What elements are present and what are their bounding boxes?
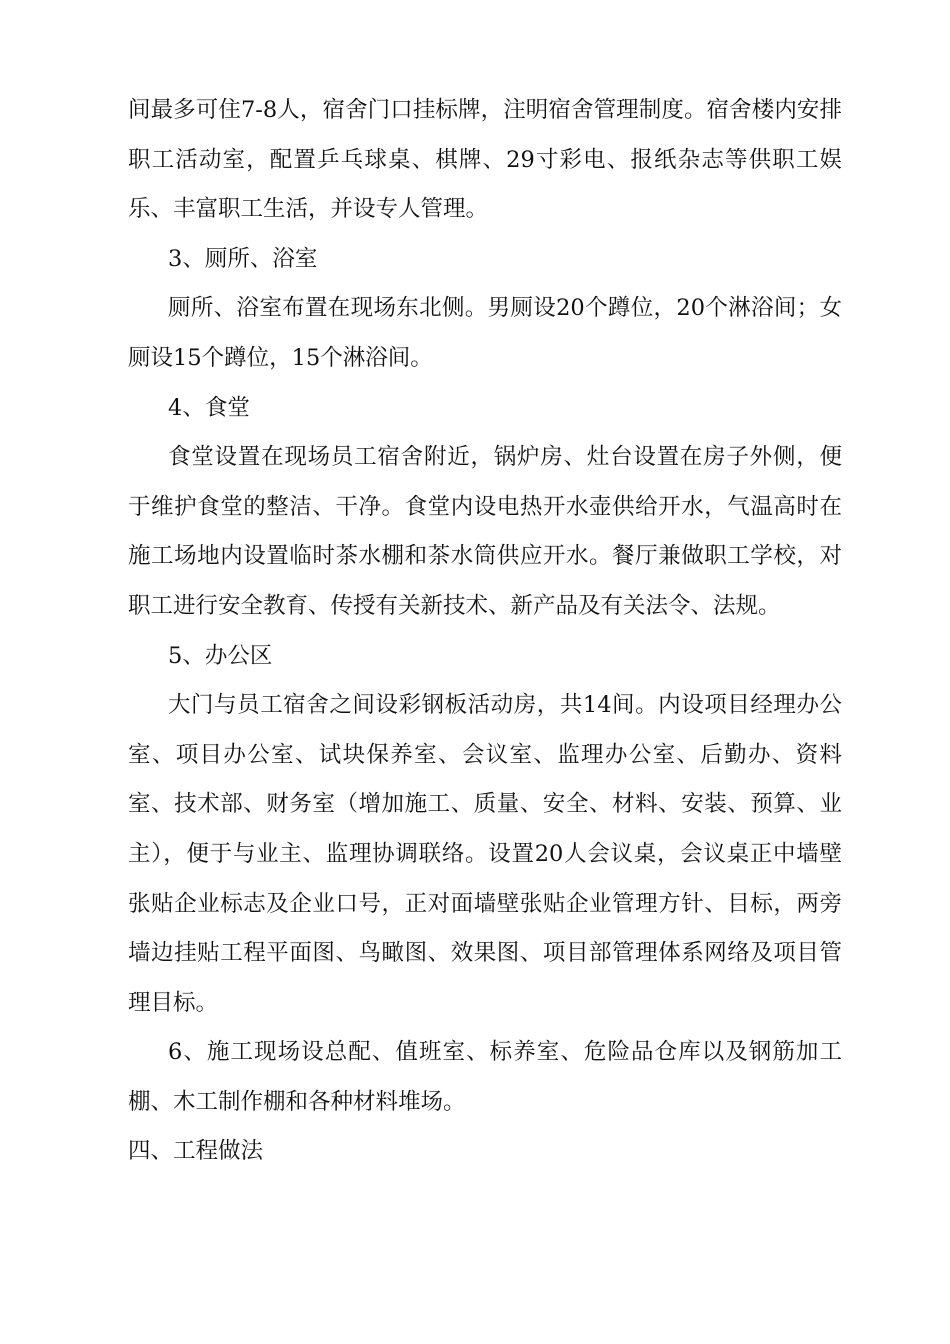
paragraph-dormitory-continued: 间最多可住7-8人，宿舍门口挂标牌，注明宿舍管理制度。宿舍楼内安排职工活动室，配置乒乓球桌、棋牌、29寸彩电、报纸杂志等供职工娱乐、丰富职工生活，并设专人管理。 xyxy=(128,97,842,223)
paragraph-toilets-bathrooms: 厕所、浴室布置在现场东北侧。男厕设20个蹲位，20个淋浴间；女厕设15个蹲位，15个淋浴间。 xyxy=(128,295,842,371)
paragraph-site-facilities: 6、施工现场设总配、值班室、标养室、危险品仓库以及钢筋加工棚、木工制作棚和各种材料堆场。 xyxy=(128,1039,842,1115)
chapter-heading-construction-methods: 四、工程做法 xyxy=(128,1138,264,1165)
section-heading-canteen: 4、食堂 xyxy=(168,394,250,421)
paragraph-canteen: 食堂设置在现场员工宿舍附近，锅炉房、灶台设置在房子外侧，便于维护食堂的整洁、干净。食堂内设电热开水壶供给开水，气温高时在施工场地内设置临时茶水棚和茶水筒供应开水。餐厅兼做职工学校，对职工进行安全教育、传授有关新技术、新产品及有关法令、法规。 xyxy=(128,444,842,619)
paragraph-office-area: 大门与员工宿舍之间设彩钢板活动房，共14间。内设项目经理办公室、项目办公室、试块保养室、会议室、监理办公室、后勤办、资料室、技术部、财务室（增加施工、质量、安全、材料、安装、预算、业主），便于与业主、监理协调联络。设置20人会议桌，会议桌正中墙壁张贴企业标志及企业口号，正对面墙壁张贴企业管理方针、目标，两旁墙边挂贴工程平面图、鸟瞰图、效果图、项目部管理体系网络及项目管理目标。 xyxy=(128,692,842,1016)
document-page xyxy=(128,86,842,1177)
section-heading-toilets-bathrooms: 3、厕所、浴室 xyxy=(168,245,318,272)
section-heading-office-area: 5、办公区 xyxy=(168,642,273,669)
